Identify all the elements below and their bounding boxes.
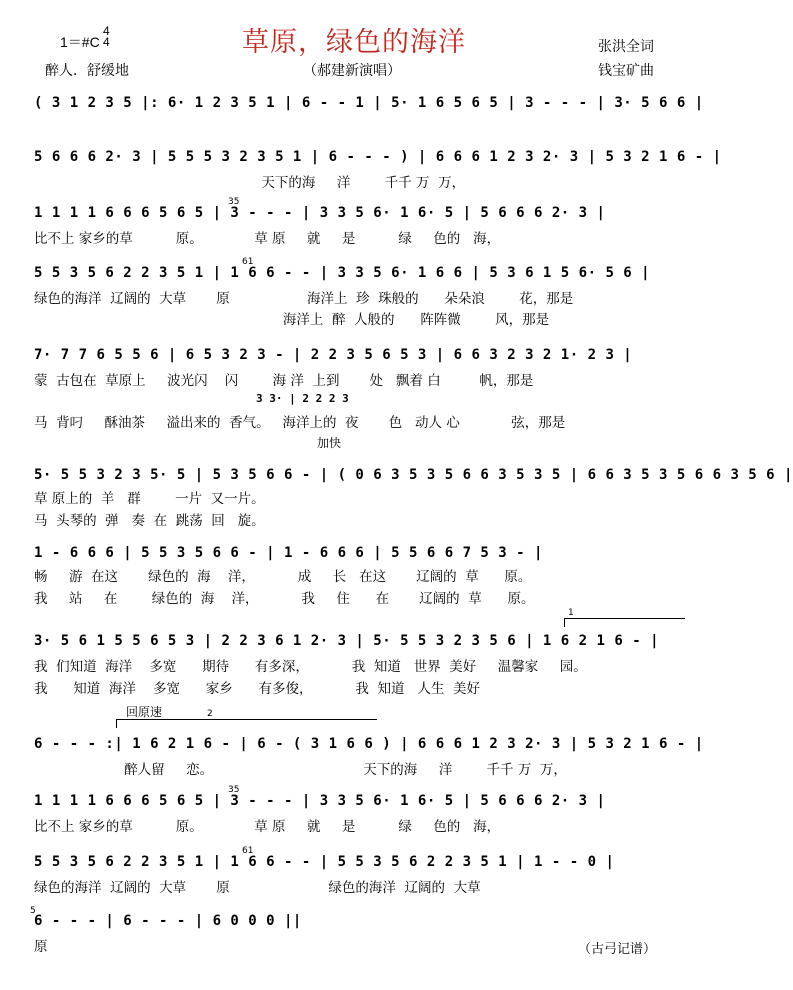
notation-line: 7· 7 7 6 5 5 6 | 6 5 3 2 3 - | 2 2 3 5 6 5 3 | 6 6 3 2 3 2 1· 2 3 | xyxy=(34,347,633,363)
notation-line: 1 - 6 6 6 | 5 5 3 5 6 6 - | 1 - 6 6 6 | 5 5 6 6 7 5 3 - | xyxy=(34,545,543,561)
volta-1-number: 1 xyxy=(568,608,574,618)
lyric-line: 绿色的海洋 辽阔的 大草 原 海洋上 珍 珠般的 朵朵浪 花，那是 xyxy=(34,291,574,307)
lyric-line: 绿色的海洋 辽阔的 大草 原 绿色的海洋 辽阔的 大草 xyxy=(34,880,481,896)
grace-note: 61 xyxy=(242,257,254,267)
time-signature-bottom: 4 xyxy=(103,35,110,49)
notation-line: 1 1 1 1 6 6 6 5 6 5 | 3 - - - | 3 3 5 6· 1 6· 5 | 5 6 6 6 2· 3 | xyxy=(34,793,606,809)
notation-line: 6 - - - | 6 - - - | 6 0 0 0 || xyxy=(34,913,302,929)
lyric-line: 蒙 古包在 草原上 波光闪 闪 海 洋 上到 处 飘着 白 帆，那是 xyxy=(34,373,534,389)
grace-note: 5 xyxy=(30,906,36,916)
notation-line: 5 5 3 5 6 2 2 3 5 1 | 1 6 6 - - | 3 3 5 6· 1 6 6 | 5 3 6 1 5 6· 5 6 | xyxy=(34,265,651,281)
song-title: 草原，绿色的海洋 xyxy=(242,27,466,58)
lyric-line: 原 xyxy=(34,939,48,955)
cue-notes: 3 3· | 2 2 2 3 xyxy=(256,392,349,405)
tempo-accelerate: 加快 xyxy=(317,436,342,450)
notation-line: ( 3 1 2 3 5 |: 6· 1 2 3 5 1 | 6 - - 1 | 5· 1 6 5 6 5 | 3 - - - | 3· 5 6 6 | xyxy=(34,95,704,111)
lyricist: 张洪全词 xyxy=(598,39,654,55)
lyric-line: 醉人留 恋。 天下的海 洋 千千 万 万， xyxy=(34,762,567,778)
lyric-line: 马 头琴的 弹 奏 在 跳荡 回 旋。 xyxy=(34,513,265,529)
lyric-line: 我 知道 海洋 多宽 家乡 有多俊， 我 知道 人生 美好 xyxy=(34,681,480,697)
tempo-return: 回原速 xyxy=(126,705,163,719)
grace-note: 35 xyxy=(228,785,240,795)
transcriber-credit: （古弓记谱） xyxy=(578,942,657,957)
expression-mark: 醉人．舒缓地 xyxy=(45,63,129,79)
notation-line: 6 - - - :| 1 6 2 1 6 - | 6 - ( 3 1 6 6 ) | 6 6 6 1 2 3 2· 3 | 5 3 2 1 6 - | xyxy=(34,736,704,752)
notation-line: 1 1 1 1 6 6 6 5 6 5 | 3 - - - | 3 3 5 6· 1 6· 5 | 5 6 6 6 2· 3 | xyxy=(34,205,606,221)
lyric-line: 我 站 在 绿色的 海 洋， 我 住 在 辽阔的 草 原。 xyxy=(34,591,535,607)
lyric-line: 比不上 家乡的草 原。 草 原 就 是 绿 色的 海， xyxy=(34,231,501,247)
lyric-line: 畅 游 在这 绿色的 海 洋， 成 长 在这 辽阔的 草 原。 xyxy=(34,569,532,585)
lyric-line: 海洋上 醉 人般的 阵阵微 风，那是 xyxy=(34,312,550,328)
notation-line: 5 5 3 5 6 2 2 3 5 1 | 1 6 6 - - | 5 5 3 5 6 2 2 3 5 1 | 1 - - 0 | xyxy=(34,854,615,870)
performer: （郝建新演唱） xyxy=(303,63,401,79)
lyric-line: 马 背叼 酥油茶 溢出来的 香气。 海洋上的 夜 色 动人 心 弦，那是 xyxy=(34,415,566,431)
key-signature: 1＝#C xyxy=(60,34,100,50)
volta-2-number: 2 xyxy=(207,709,213,719)
notation-line: 5 6 6 6 2· 3 | 5 5 5 3 2 3 5 1 | 6 - - - ) | 6 6 6 1 2 3 2· 3 | 5 3 2 1 6 - | xyxy=(34,149,722,165)
lyric-line: 草 原上的 羊 群 一片 又一片。 xyxy=(34,491,265,507)
notation-line: 3· 5 6 1 5 5 6 5 3 | 2 2 3 6 1 2· 3 | 5· 5 5 3 2 3 5 6 | 1 6 2 1 6 - | xyxy=(34,633,660,649)
grace-note: 35 xyxy=(228,197,240,207)
lyric-line: 我 们知道 海洋 多宽 期待 有多深， 我 知道 世界 美好 温馨家 园。 xyxy=(34,659,587,675)
lyric-line: 天下的海 洋 千千 万 万， xyxy=(34,175,466,191)
notation-line: 5· 5 5 3 2 3 5· 5 | 5 3 5 6 6 - | ( 0 6 3 5 3 5 6 6 3 5 3 5 | 6 6 3 5 3 5 6 6 3 5 6 | xyxy=(34,467,793,483)
volta-bracket-1 xyxy=(564,608,685,627)
composer: 钱宝矿曲 xyxy=(598,63,654,79)
time-signature-top: 4 xyxy=(103,24,110,38)
grace-note: 61 xyxy=(242,846,254,856)
lyric-line: 比不上 家乡的草 原。 草 原 就 是 绿 色的 海， xyxy=(34,819,501,835)
time-signature xyxy=(103,26,110,48)
